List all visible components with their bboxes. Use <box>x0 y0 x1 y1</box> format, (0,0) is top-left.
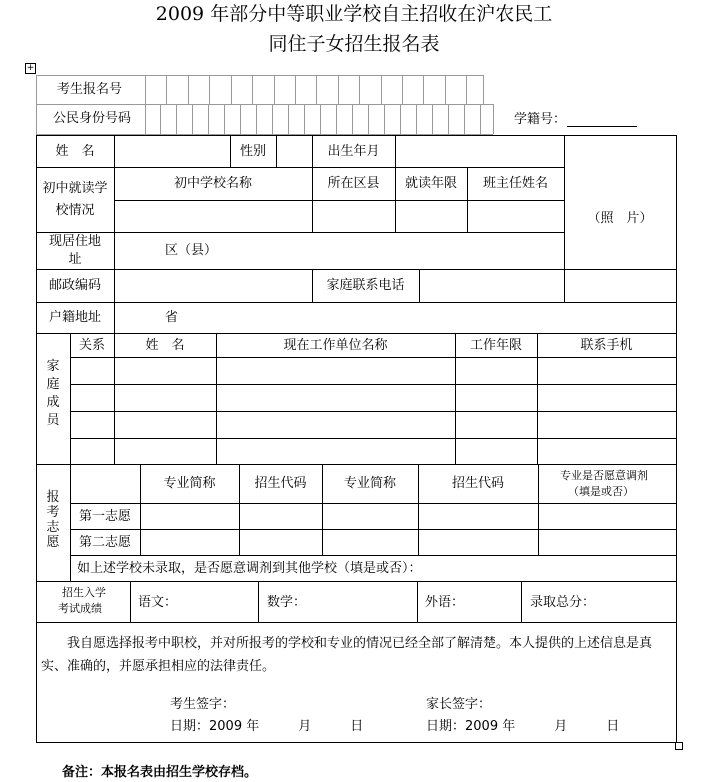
chinese-score-label: 语文： <box>138 595 178 610</box>
second-choice-label: 第二志愿 <box>78 534 131 550</box>
english-score-label: 外语： <box>425 595 465 610</box>
student-signature-label: 考生签字： <box>170 697 236 712</box>
school-name-header: 初中学校名称 <box>173 176 252 191</box>
total-score-label: 录取总分： <box>530 595 596 610</box>
name-label: 姓 名 <box>55 143 95 159</box>
family-header-mobile: 联系手机 <box>580 337 633 353</box>
home-phone-label: 家庭联系电话 <box>326 278 405 293</box>
apply-adjust-header-line1: 专业是否愿意调剂 <box>560 469 648 482</box>
other-school-question: 如上述学校未录取，是否愿意调剂到其他学校（填是或否）： <box>77 561 422 576</box>
table-resize-handle-icon[interactable] <box>675 742 683 750</box>
family-header-name: 姓 名 <box>145 337 185 353</box>
first-choice-label: 第一志愿 <box>78 508 131 524</box>
school-section-label: 初中就读学校情况 <box>42 180 108 218</box>
household-address-label: 户籍地址 <box>48 310 101 325</box>
parent-signature-label: 家长签字： <box>426 697 492 712</box>
address-district: 区（县） <box>165 243 218 258</box>
apply-major1-header: 专业简称 <box>163 476 216 491</box>
class-teacher-header: 班主任姓名 <box>482 176 548 191</box>
declaration-text: 我自愿选择报考中职校，并对所报考的学校和专业的情况已经全部了解清楚。本人提供的上述信息是真实、准确的，并愿承担相应的法律责任。 <box>41 636 653 674</box>
scores-label-line2: 考试成绩 <box>58 602 102 615</box>
family-section-label: 家 庭 成 员 <box>46 359 60 428</box>
apply-major2-header: 专业简称 <box>343 476 396 491</box>
family-header-employer: 现在工作单位名称 <box>283 337 388 353</box>
apply-code1-header: 招生代码 <box>254 476 307 491</box>
address-label: 现居住地址 <box>48 233 101 267</box>
school-register-label: 学籍号： <box>514 112 567 127</box>
postal-code-label: 邮政编码 <box>48 278 101 293</box>
family-header-work-years: 工作年限 <box>469 337 522 353</box>
school-register-field[interactable] <box>567 126 637 127</box>
math-score-label: 数学： <box>267 595 307 610</box>
photo-placeholder: （照 片） <box>587 211 653 226</box>
student-date: 日期：2009 年 月 日 <box>170 719 364 734</box>
gender-label: 性别 <box>239 143 266 159</box>
scores-label-line1: 招生入学 <box>62 586 106 599</box>
household-province: 省 <box>165 310 179 325</box>
form-title-line1: 2009 年部分中等职业学校自主招收在沪农民工 <box>155 3 553 25</box>
school-years-header: 就读年限 <box>404 176 457 191</box>
footer-note: 备注：本报名表由招生学校存档。 <box>62 765 258 780</box>
family-header-relation: 关系 <box>78 337 105 353</box>
id-number-label: 公民身份号码 <box>53 111 132 126</box>
apply-adjust-header-line2: （填是或否） <box>568 485 634 498</box>
apply-code2-header: 招生代码 <box>451 476 504 491</box>
table-move-handle-icon[interactable]: + <box>26 63 35 73</box>
parent-date: 日期：2009 年 月 日 <box>426 719 620 734</box>
exam-number-label: 考生报名号 <box>57 82 123 97</box>
apply-section-label: 报 考 志 愿 <box>46 490 60 550</box>
form-title-line2: 同住子女招生报名表 <box>268 33 440 55</box>
birth-label: 出生年月 <box>327 143 380 159</box>
school-district-header: 所在区县 <box>327 176 380 191</box>
